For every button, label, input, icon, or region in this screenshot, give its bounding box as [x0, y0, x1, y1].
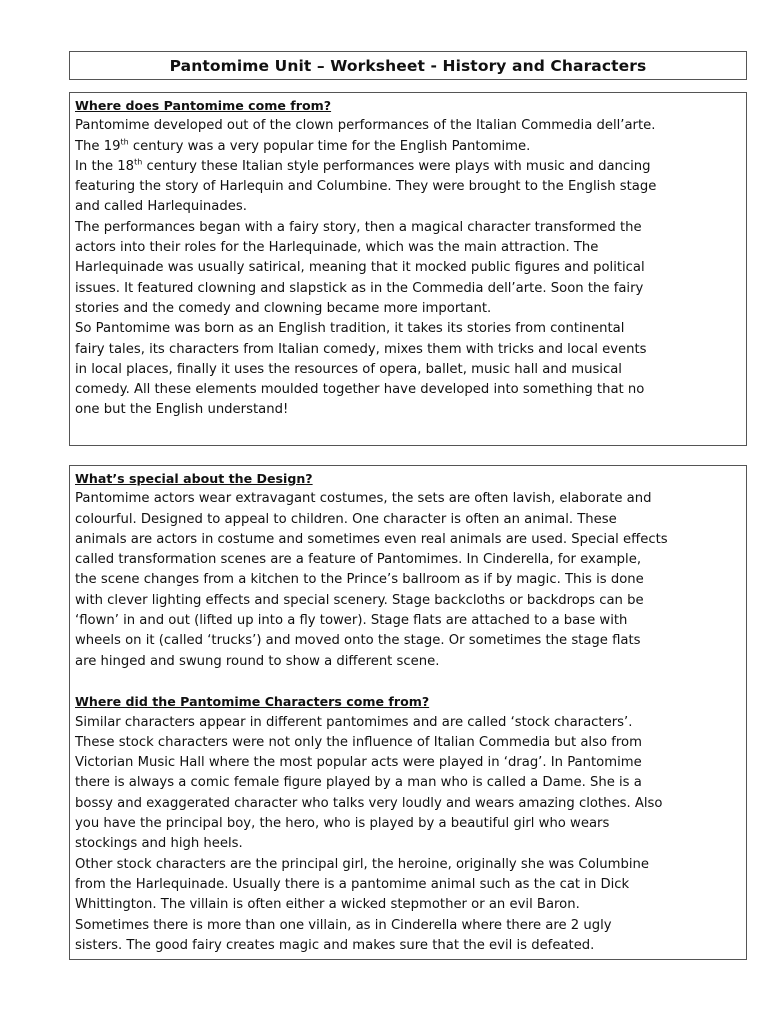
- text-line: The performances began with a fairy story, then a magical character transformed the: [75, 219, 642, 235]
- text-line: fairy tales, its characters from Italian comedy, mixes them with tricks and local events: [75, 341, 647, 357]
- text-line: there is always a comic female figure played by a man who is called a Dame. She is a: [75, 775, 642, 791]
- text-line: with clever lighting effects and special scenery. Stage backcloths or backdrops can be: [75, 592, 644, 608]
- text-run: The 19: [75, 138, 121, 154]
- superscript: th: [134, 157, 143, 167]
- text-line: stockings and high heels.: [75, 836, 243, 852]
- title-box: [69, 51, 747, 80]
- text-line: the scene changes from a kitchen to the Prince’s ballroom as if by magic. This is done: [75, 572, 644, 588]
- text-line: Victorian Music Hall where the most popular acts were played in ‘drag’. In Pantomime: [75, 755, 642, 771]
- text-line: Pantomime actors wear extravagant costumes, the sets are often lavish, elaborate and: [75, 491, 652, 507]
- text-line: [75, 137, 741, 157]
- design-heading: What’s special about the Design?: [75, 471, 313, 486]
- text-line: wheels on it (called ‘trucks’) and moved onto the stage. Or sometimes the stage flats: [75, 633, 641, 649]
- text-line: stories and the comedy and clowning became more important.: [75, 300, 492, 316]
- text-line: actors into their roles for the Harlequinade, which was the main attraction. The: [75, 240, 599, 256]
- text-line: Whittington. The villain is often either a wicked stepmother or an evil Baron.: [75, 897, 580, 913]
- text-line: from the Harlequinade. Usually there is a pantomime animal such as the cat in Dick: [75, 876, 630, 892]
- characters-heading: Where did the Pantomime Characters come from?: [75, 694, 430, 710]
- characters-text: [75, 713, 741, 957]
- text-line: So Pantomime was born as an English tradition, it takes its stories from continental: [75, 321, 625, 337]
- history-section: [69, 92, 747, 446]
- design-text: [75, 489, 741, 672]
- superscript: th: [120, 137, 129, 147]
- text-line: comedy. All these elements moulded together have developed into something that no: [75, 382, 645, 398]
- text-line: in local places, finally it uses the resources of opera, ballet, music hall and musical: [75, 361, 622, 377]
- text-line: [75, 157, 741, 177]
- history-heading: Where does Pantomime come from?: [75, 98, 332, 113]
- text-line: Sometimes there is more than one villain, as in Cinderella where there are 2 ugly: [75, 917, 612, 933]
- text-line: Harlequinade was usually satirical, meaning that it mocked public figures and political: [75, 260, 645, 276]
- text-line: Similar characters appear in different pantomimes and are called ‘stock characters’.: [75, 714, 633, 730]
- text-run: century these Italian style performances were plays with music and dancing: [142, 158, 651, 174]
- text-line: sisters. The good fairy creates magic and makes sure that the evil is defeated.: [75, 937, 595, 953]
- text-line: These stock characters were not only the influence of Italian Commedia but also from: [75, 734, 642, 750]
- text-line: and called Harlequinades.: [75, 199, 247, 215]
- text-line: you have the principal boy, the hero, who is played by a beautiful girl who wears: [75, 816, 610, 832]
- text-run: century was a very popular time for the English Pantomime.: [128, 138, 531, 154]
- design-characters-section: [69, 465, 747, 960]
- text-line: called transformation scenes are a feature of Pantomimes. In Cinderella, for example,: [75, 552, 642, 568]
- text-line: Pantomime developed out of the clown performances of the Italian Commedia dell’arte.: [75, 118, 656, 134]
- text-line: issues. It featured clowning and slapstick as in the Commedia dell’arte. Soon the fairy: [75, 280, 644, 296]
- worksheet-title: Pantomime Unit – Worksheet - History and Characters: [169, 56, 647, 75]
- text-line: bossy and exaggerated character who talks very loudly and wears amazing clothes. Also: [75, 795, 663, 811]
- text-run: In the 18: [75, 158, 135, 174]
- text-line: featuring the story of Harlequin and Columbine. They were brought to the English stage: [75, 179, 657, 195]
- section-spacer: [75, 672, 741, 692]
- text-line: Other stock characters are the principal girl, the heroine, originally she was Columbine: [75, 856, 650, 872]
- history-text: [75, 116, 741, 420]
- text-line: animals are actors in costume and sometimes even real animals are used. Special effects: [75, 531, 668, 547]
- text-line: ‘flown’ in and out (lifted up into a fly tower). Stage flats are attached to a base with: [75, 613, 628, 629]
- text-line: one but the English understand!: [75, 402, 289, 418]
- text-line: colourful. Designed to appeal to children. One character is often an animal. These: [75, 511, 617, 527]
- text-line: are hinged and swung round to show a different scene.: [75, 653, 440, 669]
